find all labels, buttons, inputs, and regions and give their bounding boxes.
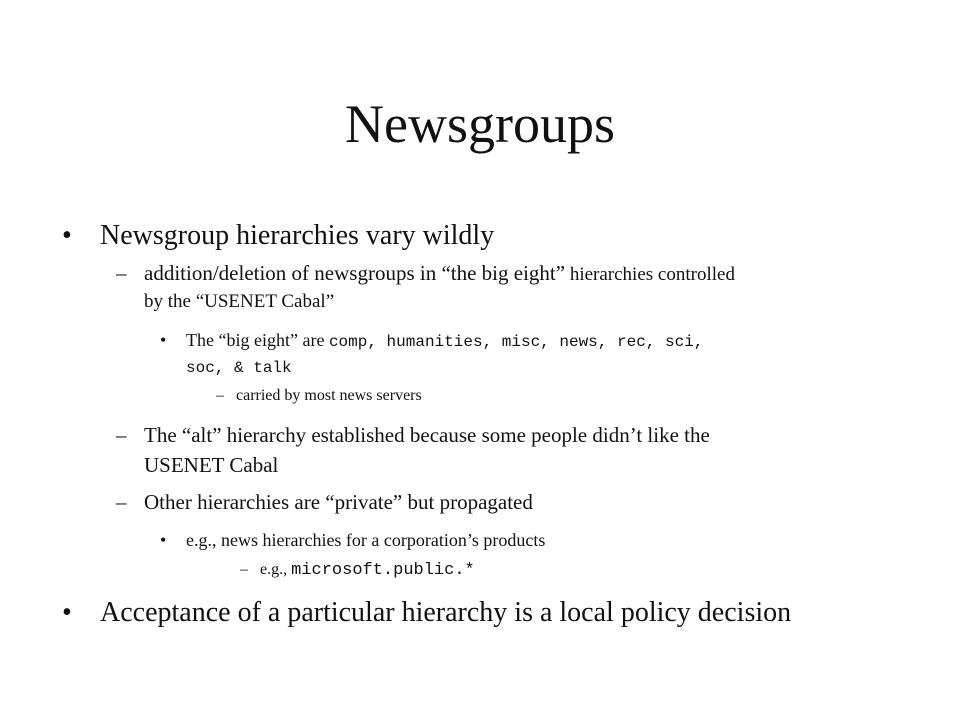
subbullet-private-hierarchies: Other hierarchies are “private” but propagated [144, 490, 533, 514]
example-microsoft-code: microsoft.public.* [291, 561, 475, 580]
example-microsoft-text: e.g., [260, 561, 292, 578]
dash-marker: – [116, 423, 127, 447]
subbullet-alt-hierarchy-cont: USENET Cabal [144, 453, 279, 477]
big-eight-list-text: The “big eight” are [186, 330, 329, 350]
big-eight-list-cont [186, 356, 292, 377]
subbullet-big-eight-control [144, 261, 735, 286]
bullet-hierarchies-vary: Newsgroup hierarchies vary wildly [100, 220, 495, 251]
dash-marker: – [216, 387, 224, 404]
subbullet-carried-by: carried by most news servers [236, 387, 422, 404]
dash-marker: – [240, 561, 248, 578]
big-eight-list-code-cont: soc, & talk [186, 359, 292, 377]
big-eight-list-code: comp, humanities, misc, news, rec, sci, [328, 333, 704, 351]
bullet-acceptance-policy: Acceptance of a particular hierarchy is a local policy decision [100, 597, 792, 628]
subbullet-big-eight-control-text: addition/deletion of newsgroups in “the big eight” [144, 261, 566, 285]
example-corporation: e.g., news hierarchies for a corporation’s products [186, 530, 546, 550]
slide-title: Newsgroups [345, 94, 615, 154]
bullet-marker: • [62, 220, 72, 251]
subbullet-big-eight-control-text-cont: hierarchies controlled [565, 264, 735, 285]
bullet-marker: • [160, 530, 167, 550]
dash-marker: – [116, 261, 127, 285]
subbullet-alt-hierarchy: The “alt” hierarchy established because some people didn’t like the [144, 423, 710, 447]
example-microsoft [260, 561, 475, 580]
subbullet-usenet-cabal: by the “USENET Cabal” [144, 291, 335, 312]
dash-marker: – [116, 490, 127, 514]
bullet-marker: • [160, 330, 167, 350]
bullet-marker: • [62, 597, 72, 628]
big-eight-list [186, 330, 703, 351]
